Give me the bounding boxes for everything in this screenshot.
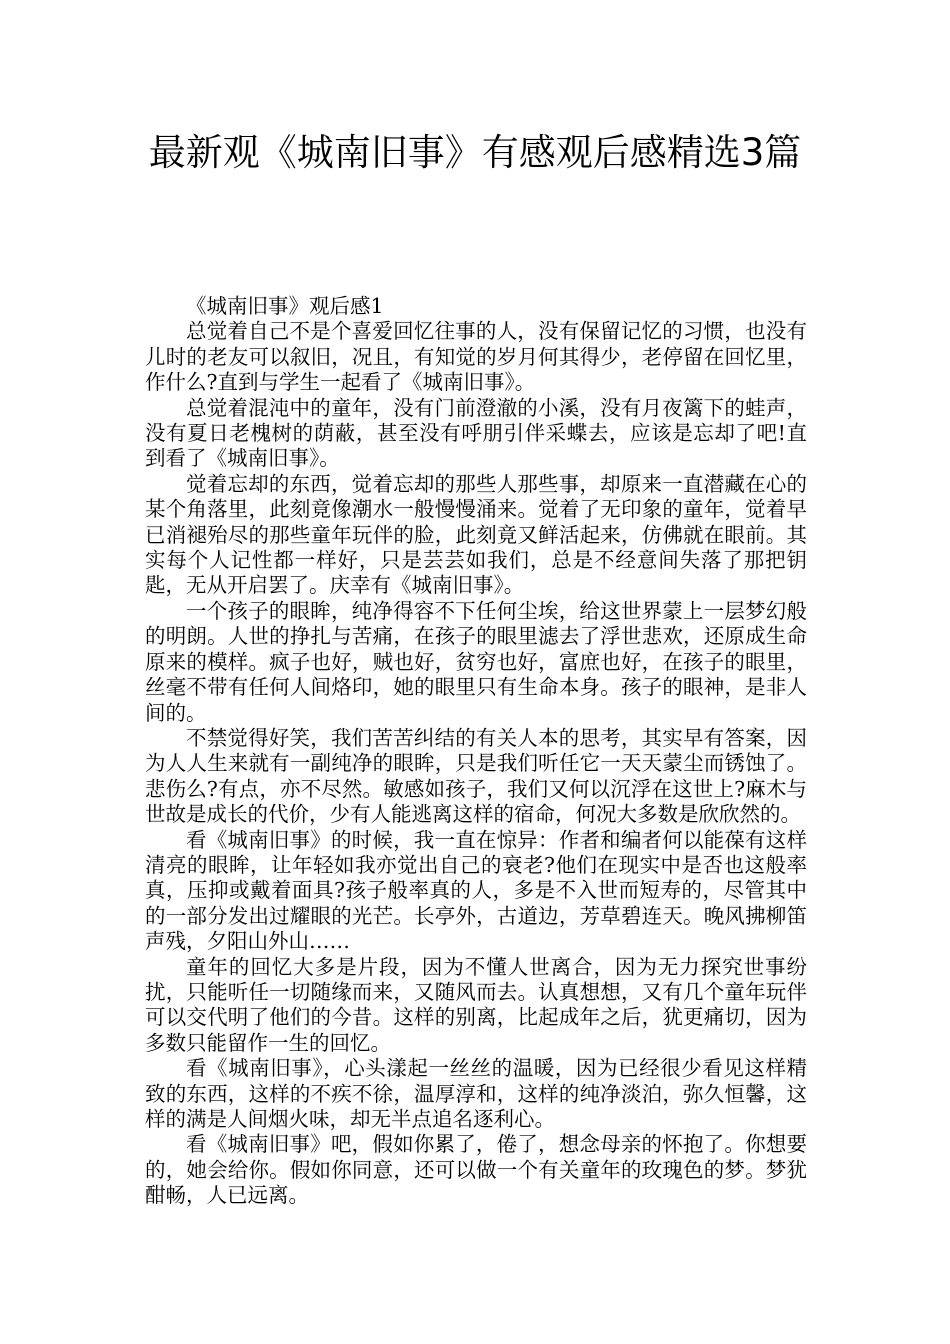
paragraph: 觉着忘却的东西，觉着忘却的那些人那些事，却原来一直潜藏在心的某个角落里，此刻竟像潮水一般慢慢涌来。觉着了无印象的童年，觉着早已消褪殆尽的那些童年玩伴的脸，此刻竟又鲜活起来，仿佛就在眼前。其实每个人记性都一样好，只是芸芸如我们，总是不经意间失落了那把钥匙，无从开启罢了。庆幸有《城南旧事》。 bbox=[145, 471, 807, 598]
paragraph: 不禁觉得好笑，我们苦苦纠结的有关人本的思考，其实早有答案，因为人人生来就有一副纯净的眼眸，只是我们听任它一天天蒙尘而锈蚀了。悲伤么?有点，亦不尽然。敏感如孩子，我们又何以沉浮在这世上?麻木与世故是成长的代价，少有人能逃离这样的宿命，何况大多数是欣欣然的。 bbox=[145, 725, 807, 827]
paragraph: 看《城南旧事》，心头漾起一丝丝的温暖，因为已经很少看见这样精致的东西，这样的不疾不徐，温厚淳和，这样的纯净淡泊，弥久恒馨，这样的满是人间烟火味，却无半点追名逐利心。 bbox=[145, 1056, 807, 1131]
paragraph: 童年的回忆大多是片段，因为不懂人世离合，因为无力探究世事纷扰，只能听任一切随缘而来，又随风而去。认真想想，又有几个童年玩伴可以交代明了他们的今昔。这样的别离，比起成年之后，犹更痛切，因为多数只能留作一生的回忆。 bbox=[145, 954, 807, 1055]
document-title: 最新观《城南旧事》有感观后感精选3篇 bbox=[148, 131, 802, 174]
document-body bbox=[145, 294, 807, 1209]
paragraph: 总觉着混沌中的童年，没有门前澄澈的小溪，没有月夜篱下的蛙声，没有夏日老槐树的荫蔽，甚至没有呼朋引伴采蝶去，应该是忘却了吧!直到看了《城南旧事》。 bbox=[145, 395, 807, 471]
paragraph: 看《城南旧事》吧，假如你累了，倦了，想念母亲的怀抱了。你想要的，她会给你。假如你同意，还可以做一个有关童年的玫瑰色的梦。梦犹酣畅，人已远离。 bbox=[145, 1132, 807, 1208]
paragraph: 看《城南旧事》的时候，我一直在惊异：作者和编者何以能葆有这样清亮的眼眸，让年轻如我亦觉出自己的衰老?他们在现实中是否也这般率真，压抑或戴着面具?孩子般率真的人，多是不入世而短寿的，尽管其中的一部分发出过耀眼的光芒。长亭外，古道边，芳草碧连天。晚风拂柳笛声残，夕阳山外山…… bbox=[145, 827, 807, 954]
paragraph: 一个孩子的眼眸，纯净得容不下任何尘埃，给这世界蒙上一层梦幻般的明朗。人世的挣扎与苦痛，在孩子的眼里滤去了浮世悲欢，还原成生命原来的模样。疯子也好，贼也好，贫穷也好，富庶也好，在孩子的眼里，丝毫不带有任何人间烙印，她的眼里只有生命本身。孩子的眼神，是非人间的。 bbox=[145, 598, 807, 725]
paragraph: 总觉着自己不是个喜爱回忆往事的人，没有保留记忆的习惯，也没有儿时的老友可以叙旧，况且，有知觉的岁月何其得少，老停留在回忆里，作什么?直到与学生一起看了《城南旧事》。 bbox=[145, 319, 807, 395]
section-heading: 《城南旧事》观后感1 bbox=[186, 294, 384, 318]
